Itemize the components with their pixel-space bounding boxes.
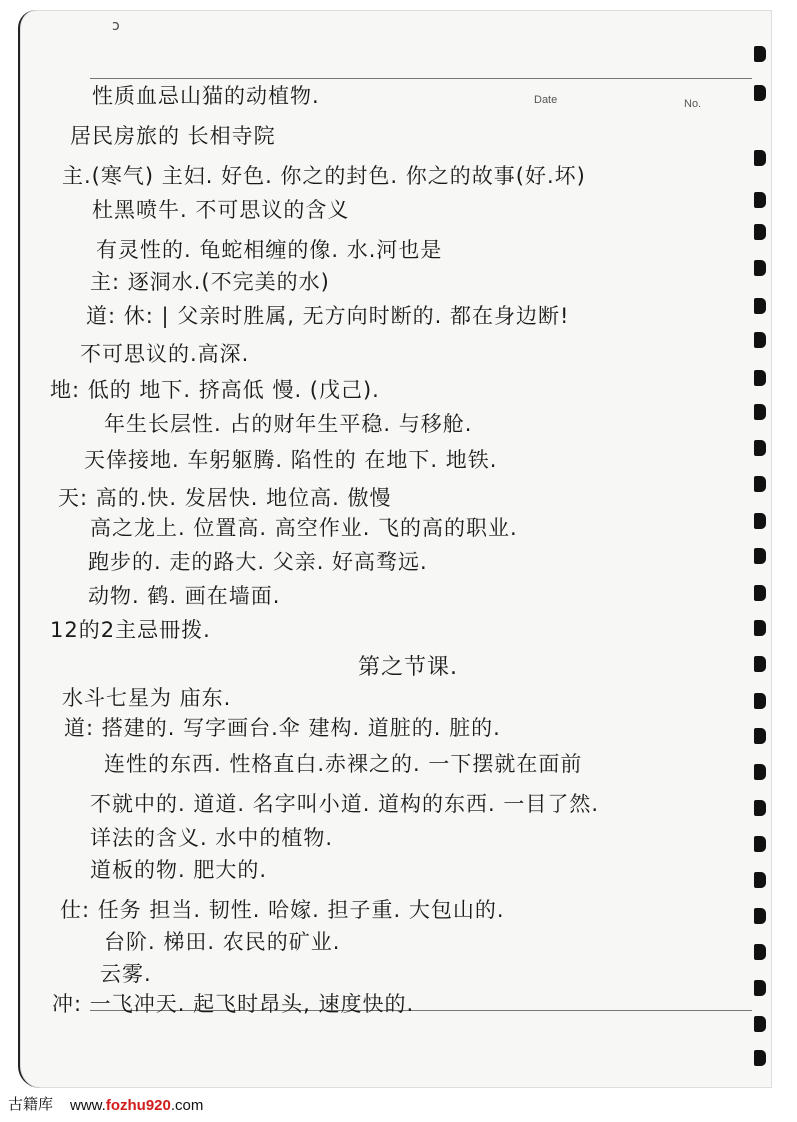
binding-ring — [754, 836, 766, 852]
binding-ring — [754, 944, 766, 960]
binding-ring — [754, 800, 766, 816]
binding-ring — [754, 46, 766, 62]
binding-ring — [754, 764, 766, 780]
binding-ring — [754, 404, 766, 420]
note-line: 动物. 鹤. 画在墙面. — [88, 584, 281, 608]
note-line: 详法的含义. 水中的植物. — [90, 826, 334, 850]
note-line: 道: 搭建的. 写字画台.伞 建构. 道脏的. 脏的. — [64, 716, 501, 740]
url-highlight: fozhu920 — [105, 1097, 171, 1114]
binding-ring — [754, 440, 766, 456]
note-line: 不就中的. 道道. 名字叫小道. 道构的东西. 一目了然. — [90, 792, 600, 816]
note-line: 居民房旅的 长相寺院 — [70, 124, 276, 148]
note-line: 跑步的. 走的路大. 父亲. 好高骛远. — [88, 550, 428, 574]
binding-ring — [754, 693, 766, 709]
note-line: 天: 高的.快. 发居快. 地位高. 傲慢 — [58, 486, 392, 510]
binding-ring — [754, 980, 766, 996]
corner-mark: ↄ — [112, 18, 120, 34]
binding-ring — [754, 150, 766, 166]
note-line: 冲: 一飞冲天. 起飞时昂头, 速度快的. — [52, 992, 415, 1016]
date-label: Date — [534, 94, 558, 106]
note-line: 不可思议的.高深. — [80, 342, 250, 366]
note-line: 有灵性的. 龟蛇相缠的像. 水.河也是 — [96, 238, 443, 262]
binding-ring — [754, 872, 766, 888]
binding-ring — [754, 585, 766, 601]
binding-ring — [754, 224, 766, 240]
note-line: 主.(寒气) 主妇. 好色. 你之的封色. 你之的故事(好.坏) — [62, 164, 586, 188]
note-line: 性质血忌山猫的动植物. — [92, 84, 320, 108]
binding-ring — [754, 908, 766, 924]
site-name: 古籍库 — [8, 1096, 54, 1113]
binding-ring — [754, 476, 766, 492]
binding-ring — [754, 620, 766, 636]
binding-ring — [754, 85, 766, 101]
binding-ring — [754, 192, 766, 208]
binding-ring — [754, 298, 766, 314]
binding-ring — [754, 656, 766, 672]
section-heading: 第之节课. — [358, 655, 458, 680]
number-label: No. — [684, 98, 702, 110]
note-line: 地: 低的 地下. 挤高低 慢. (戊己). — [50, 378, 380, 402]
binding-ring — [754, 260, 766, 276]
binding-ring — [754, 1016, 766, 1032]
binding-ring — [754, 370, 766, 386]
note-line: 天倖接地. 车躬躯腾. 陷性的 在地下. 地铁. — [84, 448, 498, 472]
note-line: 连性的东西. 性格直白.赤裸之的. 一下摆就在面前 — [104, 752, 583, 776]
url-prefix: www. — [70, 1097, 106, 1114]
binding-ring — [754, 728, 766, 744]
binding-ring — [754, 332, 766, 348]
site-url[interactable] — [70, 1097, 203, 1114]
note-line: 杜黑喷牛. 不可思议的含义 — [92, 198, 350, 222]
binding-ring — [754, 1050, 766, 1066]
note-line: 台阶. 梯田. 农民的矿业. — [104, 930, 341, 954]
note-line: 云雾. — [100, 962, 152, 986]
note-line: 主: 逐洞水.(不完美的水) — [90, 270, 330, 294]
binding-ring — [754, 513, 766, 529]
note-line: 仕: 任务 担当. 韧性. 哈嫁. 担子重. 大包山的. — [60, 898, 505, 922]
binding-ring — [754, 548, 766, 564]
watermark-footer — [0, 1088, 797, 1122]
note-line: 12的2主忌冊拨. — [50, 618, 211, 642]
note-line: 高之龙上. 位置高. 高空作业. 飞的高的职业. — [90, 516, 518, 540]
note-line: 道板的物. 肥大的. — [90, 858, 268, 882]
note-line: 年生长层性. 占的财年生平稳. 与移舱. — [104, 412, 473, 436]
url-suffix: .com — [170, 1097, 204, 1114]
header-rule — [90, 78, 752, 79]
note-line: 水斗七星为 庙东. — [62, 686, 232, 710]
note-line: 道: 休: | 父亲时胜属, 无方向时断的. 都在身边断! — [86, 304, 570, 328]
